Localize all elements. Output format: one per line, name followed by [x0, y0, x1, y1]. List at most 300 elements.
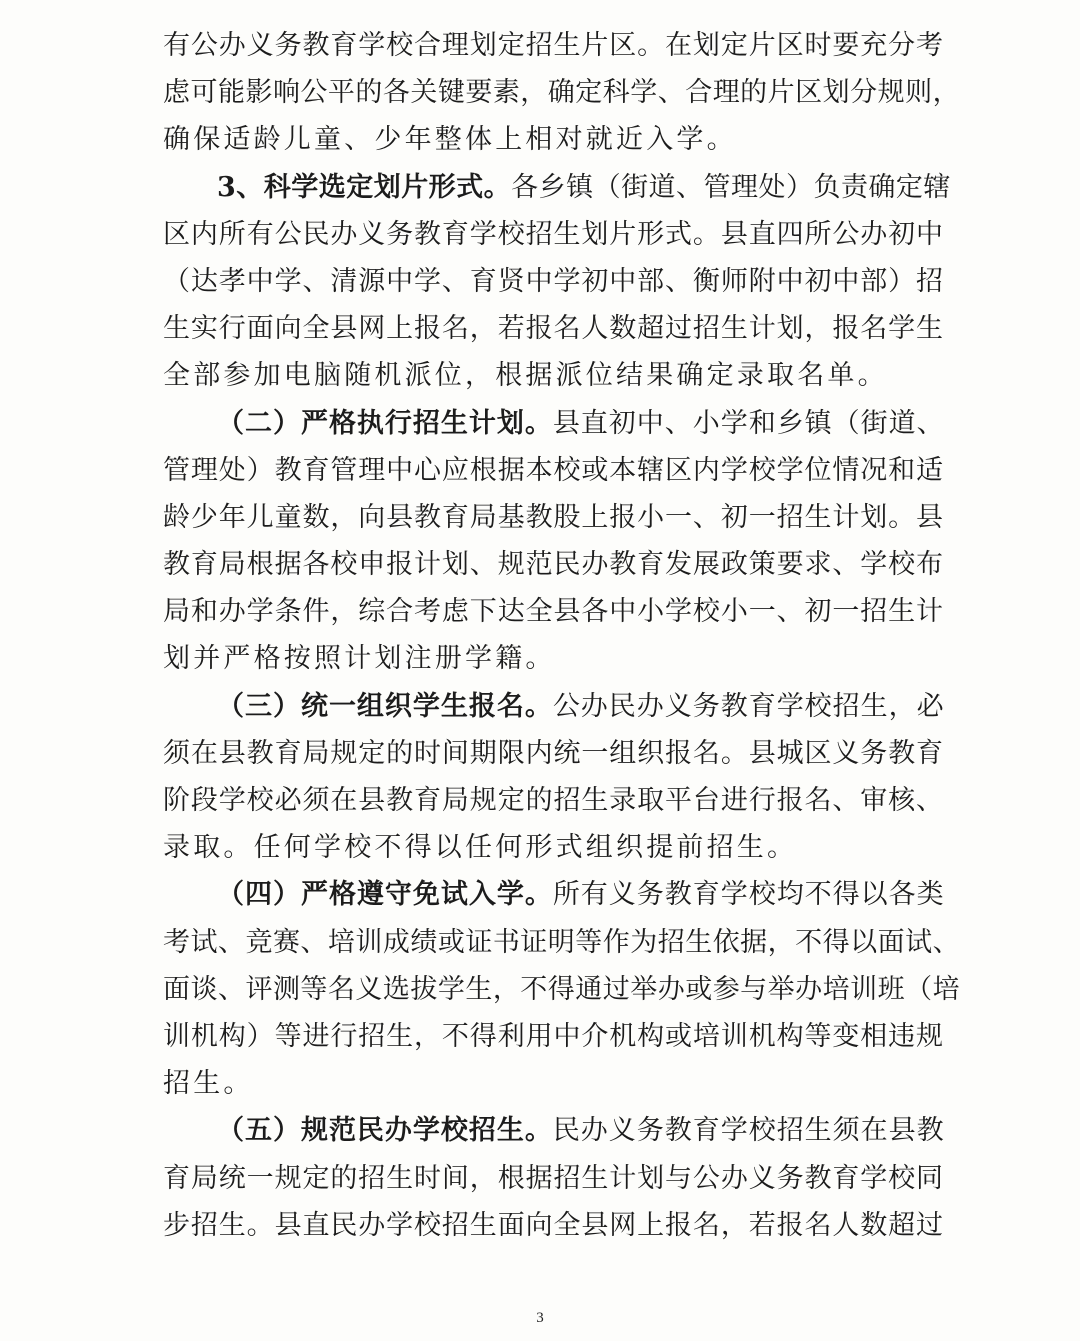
- glyph: 的: [525, 785, 553, 816]
- glyph: 、: [832, 549, 860, 581]
- glyph: 招: [916, 265, 944, 297]
- glyph: 条: [274, 596, 302, 628]
- glyph: 务: [692, 690, 720, 722]
- glyph: 管: [163, 454, 191, 486]
- glyph: 达: [190, 265, 219, 297]
- glyph: 办: [860, 218, 888, 250]
- glyph: 生: [440, 690, 469, 722]
- glyph: 面: [877, 926, 905, 958]
- glyph: 组: [609, 737, 637, 769]
- glyph: 城: [776, 737, 804, 769]
- glyph: 招: [776, 501, 804, 533]
- glyph: 免: [412, 879, 441, 911]
- glyph: 划: [637, 1162, 665, 1194]
- glyph: 行: [384, 407, 413, 439]
- glyph: 格: [328, 879, 357, 911]
- glyph: 生: [553, 218, 581, 250]
- glyph: 初: [720, 501, 749, 533]
- glyph: 划: [496, 407, 525, 439]
- text-line: [163, 258, 943, 305]
- glyph: 核: [888, 785, 916, 816]
- glyph: 形: [428, 171, 456, 203]
- glyph: 定: [895, 171, 923, 203]
- glyph: 严: [300, 879, 329, 911]
- glyph: 学: [291, 171, 319, 203]
- glyph: 统: [218, 1162, 246, 1194]
- glyph: 生: [916, 313, 944, 345]
- glyph: 。: [888, 501, 916, 533]
- glyph: 教: [246, 737, 274, 769]
- glyph: 划: [441, 549, 470, 581]
- glyph: 参: [712, 973, 740, 1005]
- glyph: 科: [602, 77, 630, 109]
- glyph: 务: [386, 218, 414, 250]
- glyph: 各: [382, 77, 410, 109]
- glyph: 相: [860, 1020, 888, 1052]
- glyph: 考: [163, 926, 190, 958]
- glyph: 统: [553, 737, 581, 769]
- glyph: 必: [274, 785, 302, 816]
- glyph: 范: [525, 549, 553, 581]
- glyph: 训: [720, 1020, 749, 1052]
- glyph: 式: [665, 218, 693, 250]
- glyph: 镇: [804, 407, 832, 439]
- glyph: 过: [665, 313, 693, 345]
- glyph: 等: [804, 1020, 832, 1052]
- glyph: 名: [860, 313, 888, 345]
- glyph: 教: [274, 454, 302, 486]
- glyph: 源: [358, 265, 386, 297]
- glyph: 童: [274, 501, 302, 533]
- glyph: 各: [888, 879, 916, 911]
- glyph: 育: [414, 785, 442, 816]
- glyph: 不: [804, 879, 832, 911]
- glyph: 附: [748, 265, 776, 297]
- glyph: 区: [776, 30, 804, 61]
- glyph: 执: [356, 407, 385, 439]
- glyph: ）: [272, 1115, 301, 1147]
- glyph: 街: [860, 407, 888, 439]
- glyph: 民: [330, 1209, 358, 1241]
- glyph: 证: [465, 926, 493, 958]
- glyph: 办: [580, 1115, 609, 1147]
- glyph: 遵: [356, 879, 385, 911]
- glyph: 构: [637, 1020, 665, 1052]
- glyph: 育: [469, 265, 497, 297]
- glyph: 规: [916, 1020, 944, 1052]
- glyph: 分: [850, 77, 878, 109]
- text-run: 划并严格按照计划注册学籍。: [163, 643, 556, 675]
- glyph: 学: [630, 77, 658, 109]
- glyph: 学: [860, 1162, 888, 1194]
- glyph: 名: [692, 1209, 721, 1241]
- glyph: 绩: [410, 926, 438, 958]
- glyph: 一: [748, 501, 776, 533]
- glyph: 或: [437, 926, 465, 958]
- glyph: 教: [664, 879, 692, 911]
- glyph: （: [593, 171, 621, 203]
- glyph: 要: [776, 549, 804, 581]
- glyph: 育: [832, 1162, 860, 1194]
- glyph: 情: [832, 454, 860, 486]
- glyph: 得: [547, 973, 575, 1005]
- glyph: 直: [302, 1209, 330, 1241]
- glyph: 均: [776, 879, 804, 911]
- glyph: 区: [163, 218, 191, 250]
- text-line: [163, 164, 951, 211]
- glyph: 、: [469, 549, 497, 581]
- glyph: 。: [720, 737, 749, 769]
- glyph: 中: [386, 265, 414, 297]
- glyph: 小: [637, 596, 665, 628]
- glyph: 学: [437, 973, 465, 1005]
- glyph: 义: [608, 1115, 637, 1147]
- glyph: 区: [609, 30, 637, 61]
- glyph: 确: [547, 77, 575, 109]
- glyph: 生: [804, 1115, 832, 1147]
- glyph: ，: [804, 313, 832, 345]
- glyph: 公: [190, 30, 219, 61]
- glyph: 选: [382, 973, 410, 1005]
- glyph: 策: [748, 549, 776, 581]
- glyph: 的: [330, 1162, 358, 1194]
- glyph: 报: [776, 785, 804, 816]
- glyph: 乡: [776, 407, 804, 439]
- glyph: 内: [692, 454, 721, 486]
- glyph: 、: [217, 926, 245, 958]
- glyph: （: [832, 407, 860, 439]
- glyph: 招: [525, 30, 553, 61]
- glyph: 人: [581, 313, 609, 345]
- glyph: （: [217, 879, 245, 911]
- glyph: 报: [525, 313, 553, 345]
- glyph: 全: [553, 1209, 581, 1241]
- glyph: 用: [525, 1020, 553, 1052]
- glyph: 报: [665, 1209, 693, 1241]
- text-line: [163, 211, 943, 258]
- glyph: 入: [468, 879, 497, 911]
- glyph: 计: [832, 501, 860, 533]
- glyph: 生: [496, 1115, 525, 1147]
- glyph: 直: [580, 407, 609, 439]
- glyph: 学: [665, 596, 693, 628]
- glyph: 镇: [566, 171, 594, 203]
- glyph: 等: [575, 926, 603, 958]
- glyph: 生: [888, 596, 916, 628]
- glyph: 必: [916, 690, 944, 722]
- glyph: 校: [553, 454, 581, 486]
- glyph: 三: [244, 690, 273, 722]
- glyph: 、: [692, 501, 721, 533]
- glyph: 责: [840, 171, 868, 203]
- glyph: ，: [330, 501, 358, 533]
- glyph: 区: [665, 454, 693, 486]
- glyph: 行: [330, 1020, 358, 1052]
- glyph: 生: [469, 1209, 497, 1241]
- glyph: 内: [525, 737, 553, 769]
- glyph: 形: [637, 218, 665, 250]
- glyph: 中: [609, 265, 637, 297]
- glyph: 报: [386, 549, 414, 581]
- glyph: 招: [692, 313, 721, 345]
- glyph: 3: [217, 171, 236, 203]
- glyph: 织: [637, 737, 665, 769]
- glyph: 利: [497, 1020, 525, 1052]
- glyph: 名: [327, 973, 355, 1005]
- glyph: 辖: [637, 454, 665, 486]
- glyph: 四: [244, 879, 273, 911]
- glyph: 义: [246, 30, 274, 61]
- glyph: 部: [637, 265, 665, 297]
- glyph: 合: [414, 30, 442, 61]
- glyph: 义: [355, 973, 383, 1005]
- glyph: 平: [327, 77, 355, 109]
- glyph: 道: [648, 171, 676, 203]
- text-line: [163, 494, 943, 541]
- glyph: 、: [665, 265, 693, 297]
- glyph: 期: [469, 737, 497, 769]
- glyph: 县: [274, 1209, 302, 1241]
- glyph: 育: [190, 549, 219, 581]
- glyph: 招: [553, 1162, 581, 1194]
- glyph: 机: [190, 1020, 219, 1052]
- glyph: 发: [665, 549, 693, 581]
- page-number: 3: [536, 1310, 544, 1326]
- glyph: 时: [804, 30, 832, 61]
- glyph: 训: [163, 1020, 191, 1052]
- glyph: 须: [163, 737, 191, 769]
- glyph: 生: [465, 973, 493, 1005]
- glyph: 初: [888, 218, 916, 250]
- text-line: [163, 305, 943, 352]
- glyph: ，: [888, 690, 916, 722]
- glyph: 理: [731, 171, 758, 203]
- glyph: 报: [609, 501, 637, 533]
- glyph: 片: [401, 171, 429, 203]
- text-line: [163, 777, 943, 824]
- text-line: [163, 1155, 943, 1202]
- glyph: 名: [804, 1209, 832, 1241]
- glyph: 举: [767, 973, 795, 1005]
- glyph: 根: [246, 549, 274, 581]
- glyph: 道: [888, 407, 916, 439]
- glyph: 育: [692, 879, 720, 911]
- glyph: 学: [776, 690, 804, 722]
- glyph: 定: [302, 1162, 330, 1194]
- glyph: 超: [888, 1209, 916, 1241]
- glyph: 不: [441, 1020, 470, 1052]
- glyph: 计: [414, 549, 442, 581]
- glyph: 民: [302, 218, 330, 250]
- glyph: 局: [190, 1162, 219, 1194]
- glyph: 上: [581, 501, 609, 533]
- glyph: 合: [386, 596, 414, 628]
- glyph: 片: [767, 77, 795, 109]
- glyph: 、: [657, 77, 685, 109]
- glyph: 取: [637, 785, 665, 816]
- glyph: 定: [358, 737, 386, 769]
- glyph: 划: [776, 313, 804, 345]
- glyph: 局: [163, 596, 191, 628]
- glyph: 竞: [245, 926, 273, 958]
- glyph: 县: [581, 1209, 609, 1241]
- glyph: 管: [330, 454, 358, 486]
- glyph: 据: [497, 454, 525, 486]
- glyph: 一: [246, 1162, 274, 1194]
- glyph: 试: [440, 879, 469, 911]
- glyph: 一: [328, 690, 357, 722]
- glyph: 网: [609, 1209, 637, 1241]
- glyph: 贤: [497, 265, 525, 297]
- glyph: 培: [822, 973, 850, 1005]
- glyph: ，: [720, 1209, 749, 1241]
- glyph: 生: [860, 690, 888, 722]
- glyph: 学: [274, 265, 302, 297]
- glyph: 的: [386, 737, 414, 769]
- glyph: 心: [414, 454, 442, 486]
- glyph: 数: [609, 313, 637, 345]
- glyph: 确: [868, 171, 896, 203]
- glyph: 面: [163, 973, 190, 1005]
- glyph: 或: [581, 454, 609, 486]
- glyph: 机: [609, 1020, 637, 1052]
- glyph: 在: [190, 737, 219, 769]
- glyph: ，: [414, 1020, 442, 1052]
- glyph: 初: [804, 596, 832, 628]
- glyph: 拔: [410, 973, 438, 1005]
- glyph: 步: [163, 1209, 191, 1241]
- glyph: 生: [685, 926, 713, 958]
- glyph: 教: [163, 549, 191, 581]
- glyph: （: [217, 690, 245, 722]
- glyph: 直: [748, 218, 776, 250]
- glyph: 学: [553, 265, 581, 297]
- glyph: 面: [497, 1209, 525, 1241]
- glyph: 教: [525, 501, 553, 533]
- glyph: 、: [664, 407, 692, 439]
- glyph: 台: [692, 785, 721, 816]
- glyph: 录: [609, 785, 637, 816]
- glyph: 书: [492, 926, 520, 958]
- glyph: 有: [246, 218, 274, 250]
- glyph: 初: [581, 265, 609, 297]
- glyph: 内: [190, 218, 219, 250]
- glyph: 招: [412, 407, 441, 439]
- glyph: 素: [492, 77, 520, 109]
- glyph: 适: [916, 454, 944, 486]
- glyph: 育: [441, 501, 470, 533]
- glyph: 定: [720, 30, 749, 61]
- glyph: 本: [525, 454, 553, 486]
- glyph: 学: [412, 690, 441, 722]
- glyph: 在: [665, 30, 693, 61]
- glyph: ）: [246, 1020, 274, 1052]
- glyph: 证: [520, 926, 548, 958]
- glyph: 一: [581, 737, 609, 769]
- text-line: [163, 966, 960, 1013]
- glyph: 以: [860, 879, 888, 911]
- glyph: 充: [860, 30, 888, 61]
- glyph: 报: [468, 690, 497, 722]
- glyph: 违: [888, 1020, 916, 1052]
- glyph: 范: [328, 1115, 357, 1147]
- glyph: 、: [916, 785, 944, 816]
- glyph: 上: [386, 313, 414, 345]
- glyph: 中: [636, 407, 665, 439]
- glyph: 所: [552, 879, 581, 911]
- glyph: 义: [358, 218, 386, 250]
- glyph: 部: [860, 265, 888, 297]
- glyph: 教: [302, 30, 330, 61]
- glyph: 或: [685, 973, 713, 1005]
- glyph: 县: [748, 737, 776, 769]
- glyph: 与: [740, 973, 768, 1005]
- glyph: 时: [414, 737, 442, 769]
- glyph: 学: [246, 596, 274, 628]
- glyph: 校: [692, 596, 721, 628]
- glyph: 下: [469, 596, 497, 628]
- glyph: 义: [608, 879, 637, 911]
- glyph: 作: [602, 926, 630, 958]
- text-line: [163, 352, 943, 399]
- glyph: ，: [492, 973, 520, 1005]
- glyph: 学: [218, 785, 246, 816]
- glyph: 初: [804, 265, 832, 297]
- glyph: 须: [832, 1115, 860, 1147]
- glyph: 办: [657, 973, 685, 1005]
- glyph: 学: [414, 265, 442, 297]
- glyph: 不: [520, 973, 548, 1005]
- glyph: 四: [776, 218, 804, 250]
- glyph: 学: [358, 30, 386, 61]
- glyph: 考: [414, 596, 442, 628]
- glyph: 须: [302, 785, 330, 816]
- glyph: （: [163, 265, 191, 297]
- glyph: 局: [302, 737, 330, 769]
- glyph: 定: [497, 785, 525, 816]
- glyph: 学: [888, 313, 916, 345]
- glyph: 所: [218, 218, 246, 250]
- glyph: ，: [767, 926, 795, 958]
- glyph: 可: [190, 77, 218, 109]
- glyph: 片: [609, 218, 637, 250]
- glyph: 教: [609, 549, 637, 581]
- glyph: 县: [330, 313, 358, 345]
- glyph: 向: [274, 313, 302, 345]
- glyph: 校: [386, 30, 414, 61]
- glyph: 行: [748, 785, 776, 816]
- glyph: 人: [832, 1209, 860, 1241]
- glyph: 超: [637, 313, 665, 345]
- glyph: ）: [246, 454, 274, 486]
- glyph: 报: [665, 737, 693, 769]
- glyph: 位: [804, 454, 832, 486]
- glyph: 上: [637, 1209, 665, 1241]
- glyph: 计: [468, 407, 497, 439]
- glyph: 中: [832, 265, 860, 297]
- glyph: 办: [795, 973, 823, 1005]
- glyph: 谈: [190, 973, 218, 1005]
- glyph: 数: [860, 1209, 888, 1241]
- glyph: 训: [850, 973, 878, 1005]
- glyph: 赛: [272, 926, 300, 958]
- glyph: 。: [524, 407, 553, 439]
- text-run: 招生。: [163, 1068, 254, 1100]
- glyph: 招: [468, 1115, 497, 1147]
- glyph: 一: [832, 596, 860, 628]
- glyph: ）: [272, 407, 301, 439]
- text-line: [163, 541, 943, 588]
